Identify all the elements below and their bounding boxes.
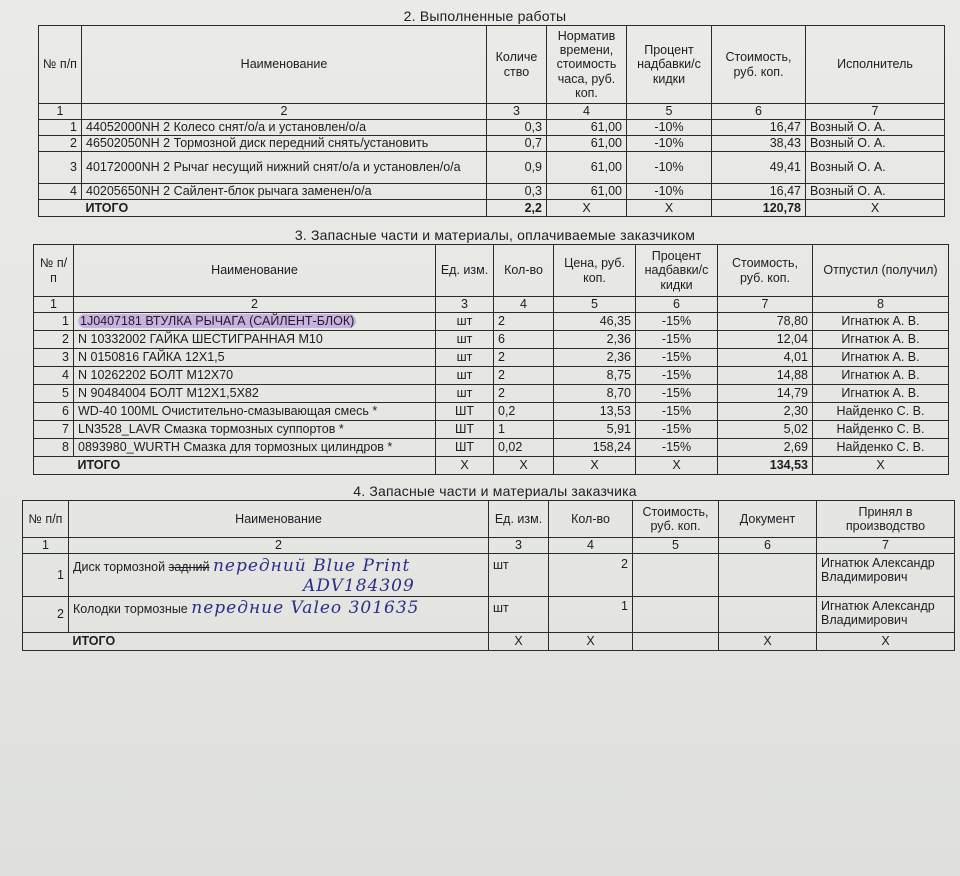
- header-cell: № п/п: [23, 501, 69, 538]
- works-table: [38, 25, 945, 217]
- total-qty: 2,2: [487, 200, 547, 217]
- header-cell: Кол-во: [549, 501, 633, 538]
- part-qty: 2: [494, 367, 554, 385]
- header-cell: Количе ство: [487, 26, 547, 104]
- row-number: 2: [39, 136, 82, 152]
- col-number: 1: [39, 104, 82, 120]
- part-unit: ШТ: [436, 403, 494, 421]
- part-cost: 4,01: [718, 349, 813, 367]
- work-cost: 16,47: [712, 184, 806, 200]
- table-row: [23, 597, 955, 633]
- total-cost: 120,78: [712, 200, 806, 217]
- work-percent: -10%: [627, 152, 712, 184]
- total-unit: X: [436, 457, 494, 475]
- part-price: 5,91: [554, 421, 636, 439]
- handwritten-part-number: ADV184309: [303, 575, 415, 596]
- col-number: 6: [636, 297, 718, 313]
- col-number: 6: [719, 538, 817, 554]
- work-qty: 0,7: [487, 136, 547, 152]
- total-qty: X: [549, 633, 633, 651]
- col-number: 5: [627, 104, 712, 120]
- row-number: 8: [34, 439, 74, 457]
- header-cell: Процент надбавки/с кидки: [627, 26, 712, 104]
- part-qty: 0,02: [494, 439, 554, 457]
- total-row: [39, 200, 945, 217]
- total-qty: X: [494, 457, 554, 475]
- part-issuer: Найденко С. В.: [813, 403, 949, 421]
- col-number: 3: [436, 297, 494, 313]
- work-qty: 0,3: [487, 184, 547, 200]
- total-executor: X: [806, 200, 945, 217]
- col-number: 3: [487, 104, 547, 120]
- printed-name: Диск тормозной: [73, 560, 166, 574]
- part-qty: 6: [494, 331, 554, 349]
- table-row: [34, 367, 949, 385]
- part-name: N 90484004 БОЛТ М12Х1,5Х82: [74, 385, 436, 403]
- customer-part-cost: [633, 554, 719, 597]
- part-name: LN3528_LAVR Смазка тормозных суппортов *: [74, 421, 436, 439]
- row-number: 3: [34, 349, 74, 367]
- table-row: [34, 331, 949, 349]
- part-price: 2,36: [554, 331, 636, 349]
- total-cost: 134,53: [718, 457, 813, 475]
- part-cost: 2,30: [718, 403, 813, 421]
- work-percent: -10%: [627, 184, 712, 200]
- part-qty: 0,2: [494, 403, 554, 421]
- part-unit: шт: [436, 313, 494, 331]
- part-name: WD-40 100ML Очистительно-смазывающая смесь *: [74, 403, 436, 421]
- printed-name: Колодки тормозные: [73, 602, 188, 617]
- part-issuer: Игнатюк А. В.: [813, 385, 949, 403]
- work-percent: -10%: [627, 120, 712, 136]
- customer-part-unit: шт: [489, 597, 549, 633]
- handwritten-note: передние Valeo 301635: [191, 598, 420, 619]
- part-name: N 10262202 БОЛТ М12Х70: [74, 367, 436, 385]
- row-number: 6: [34, 403, 74, 421]
- total-issuer: X: [813, 457, 949, 475]
- header-cell: Норматив времени, стоимость часа, руб. коп.: [547, 26, 627, 104]
- part-percent: -15%: [636, 313, 718, 331]
- part-issuer: Игнатюк А. В.: [813, 349, 949, 367]
- part-cost: 2,69: [718, 439, 813, 457]
- total-unit: X: [489, 633, 549, 651]
- header-cell: Принял в производство: [817, 501, 955, 538]
- col-number: 5: [554, 297, 636, 313]
- work-rate: 61,00: [547, 184, 627, 200]
- customer-part-name: [69, 597, 489, 633]
- part-cost: 14,88: [718, 367, 813, 385]
- part-percent: -15%: [636, 385, 718, 403]
- part-name: N 0150816 ГАЙКА 12Х1,5: [74, 349, 436, 367]
- part-unit: ШТ: [436, 421, 494, 439]
- col-number: 1: [34, 297, 74, 313]
- header-cell: Ед. изм.: [436, 245, 494, 297]
- part-issuer: Игнатюк А. В.: [813, 367, 949, 385]
- header-cell: Стоимость, руб. коп.: [718, 245, 813, 297]
- work-name: 40172000NH 2 Рычаг несущий нижний снят/о/а и установлен/о/а: [82, 152, 487, 184]
- part-percent: -15%: [636, 367, 718, 385]
- header-cell: Процент надбавки/с кидки: [636, 245, 718, 297]
- part-percent: -15%: [636, 331, 718, 349]
- part-price: 8,75: [554, 367, 636, 385]
- table-row: [34, 421, 949, 439]
- part-name: N 10332002 ГАЙКА ШЕСТИГРАННАЯ М10: [74, 331, 436, 349]
- col-number: 7: [718, 297, 813, 313]
- part-cost: 5,02: [718, 421, 813, 439]
- work-name: 46502050NH 2 Тормозной диск передний снять/установить: [82, 136, 487, 152]
- col-number: 8: [813, 297, 949, 313]
- header-cell: Стоимость, руб. коп.: [633, 501, 719, 538]
- total-receiver: X: [817, 633, 955, 651]
- col-number: 2: [82, 104, 487, 120]
- work-rate: 61,00: [547, 152, 627, 184]
- table-header-row: [34, 245, 949, 297]
- work-qty: 0,9: [487, 152, 547, 184]
- row-number: 5: [34, 385, 74, 403]
- row-number: 1: [34, 313, 74, 331]
- col-number: 7: [806, 104, 945, 120]
- section-title-customer-parts: 4. Запасные части и материалы заказчика: [353, 483, 637, 499]
- part-issuer: Игнатюк А. В.: [813, 313, 949, 331]
- part-price: 13,53: [554, 403, 636, 421]
- part-qty: 2: [494, 385, 554, 403]
- part-qty: 2: [494, 349, 554, 367]
- work-cost: 16,47: [712, 120, 806, 136]
- header-cell: Наименование: [74, 245, 436, 297]
- header-cell: № п/п: [34, 245, 74, 297]
- work-rate: 61,00: [547, 136, 627, 152]
- col-number: 4: [494, 297, 554, 313]
- col-number: 5: [633, 538, 719, 554]
- part-unit: шт: [436, 367, 494, 385]
- total-rate: X: [547, 200, 627, 217]
- part-price: 2,36: [554, 349, 636, 367]
- part-percent: -15%: [636, 439, 718, 457]
- work-percent: -10%: [627, 136, 712, 152]
- part-cost: 14,79: [718, 385, 813, 403]
- total-document: X: [719, 633, 817, 651]
- header-cell: Исполнитель: [806, 26, 945, 104]
- col-number: 6: [712, 104, 806, 120]
- part-percent: -15%: [636, 421, 718, 439]
- table-row: [34, 403, 949, 421]
- header-cell: Наименование: [69, 501, 489, 538]
- table-row: [39, 136, 945, 152]
- section-title-works: 2. Выполненные работы: [403, 8, 567, 24]
- row-number: 1: [23, 554, 69, 597]
- row-number: 4: [39, 184, 82, 200]
- col-number: 7: [817, 538, 955, 554]
- header-cell: Отпустил (получил): [813, 245, 949, 297]
- total-percent: X: [627, 200, 712, 217]
- customer-part-unit: шт: [489, 554, 549, 597]
- col-number: 3: [489, 538, 549, 554]
- work-qty: 0,3: [487, 120, 547, 136]
- part-issuer: Игнатюк А. В.: [813, 331, 949, 349]
- part-name: 0893980_WURTH Смазка для тормозных цилиндров *: [74, 439, 436, 457]
- work-rate: 61,00: [547, 120, 627, 136]
- part-unit: ШТ: [436, 439, 494, 457]
- work-executor: Возный О. А.: [806, 184, 945, 200]
- table-row: [23, 554, 955, 597]
- part-price: 8,70: [554, 385, 636, 403]
- row-number: 3: [39, 152, 82, 184]
- total-row: [34, 457, 949, 475]
- col-number: 4: [547, 104, 627, 120]
- work-cost: 49,41: [712, 152, 806, 184]
- customer-part-document: [719, 554, 817, 597]
- col-number: 2: [74, 297, 436, 313]
- header-cell: Стоимость, руб. коп.: [712, 26, 806, 104]
- col-number: 1: [23, 538, 69, 554]
- customer-parts-table: [22, 500, 955, 651]
- table-row: [39, 184, 945, 200]
- struck-word: задний: [168, 560, 210, 574]
- customer-part-document: [719, 597, 817, 633]
- row-number: 2: [34, 331, 74, 349]
- total-price: X: [554, 457, 636, 475]
- part-price: 46,35: [554, 313, 636, 331]
- work-executor: Возный О. А.: [806, 136, 945, 152]
- part-qty: 2: [494, 313, 554, 331]
- table-header-row: [39, 26, 945, 104]
- customer-part-qty: 2: [549, 554, 633, 597]
- total-label: ИТОГО: [74, 457, 436, 475]
- part-percent: -15%: [636, 403, 718, 421]
- part-issuer: Найденко С. В.: [813, 421, 949, 439]
- column-number-row: [23, 538, 955, 554]
- work-cost: 38,43: [712, 136, 806, 152]
- part-unit: шт: [436, 385, 494, 403]
- part-issuer: Найденко С. В.: [813, 439, 949, 457]
- table-row: [34, 385, 949, 403]
- header-cell: Цена, руб. коп.: [554, 245, 636, 297]
- total-percent: X: [636, 457, 718, 475]
- customer-part-cost: [633, 597, 719, 633]
- total-label: ИТОГО: [82, 200, 487, 217]
- row-number: 4: [34, 367, 74, 385]
- work-name: 40205650NH 2 Сайлент-блок рычага заменен/о/а: [82, 184, 487, 200]
- part-percent: -15%: [636, 349, 718, 367]
- header-cell: Наименование: [82, 26, 487, 104]
- highlighter-mark: 1J0407181 ВТУЛКА РЫЧАГА (САЙЛЕНТ-БЛОК): [80, 314, 355, 329]
- part-cost: 12,04: [718, 331, 813, 349]
- total-label: ИТОГО: [69, 633, 489, 651]
- table-row: [34, 349, 949, 367]
- work-executor: Возный О. А.: [806, 120, 945, 136]
- work-name: 44052000NH 2 Колесо снят/о/а и установлен/о/а: [82, 120, 487, 136]
- total-row: [23, 633, 955, 651]
- table-row: [34, 439, 949, 457]
- paid-parts-table: [33, 244, 949, 475]
- handwritten-note: передний Blue Print: [212, 556, 411, 576]
- part-unit: шт: [436, 331, 494, 349]
- work-executor: Возный О. А.: [806, 152, 945, 184]
- section-title-parts-paid: 3. Запасные части и материалы, оплачиваемые заказчиком: [294, 227, 696, 243]
- table-row: [39, 120, 945, 136]
- part-price: 158,24: [554, 439, 636, 457]
- column-number-row: [39, 104, 945, 120]
- row-number: 7: [34, 421, 74, 439]
- customer-part-receiver: Игнатюк Александр Владимирович: [817, 554, 955, 597]
- part-qty: 1: [494, 421, 554, 439]
- customer-part-receiver: Игнатюк Александр Владимирович: [817, 597, 955, 633]
- part-unit: шт: [436, 349, 494, 367]
- part-name: [74, 313, 436, 331]
- table-header-row: [23, 501, 955, 538]
- part-cost: 78,80: [718, 313, 813, 331]
- col-number: 4: [549, 538, 633, 554]
- header-cell: Кол-во: [494, 245, 554, 297]
- customer-part-name: [69, 554, 489, 597]
- header-cell: Ед. изм.: [489, 501, 549, 538]
- row-number: 1: [39, 120, 82, 136]
- customer-part-qty: 1: [549, 597, 633, 633]
- col-number: 2: [69, 538, 489, 554]
- table-row: [39, 152, 945, 184]
- header-cell: Документ: [719, 501, 817, 538]
- header-cell: № п/п: [39, 26, 82, 104]
- table-row: [34, 313, 949, 331]
- row-number: 2: [23, 597, 69, 633]
- column-number-row: [34, 297, 949, 313]
